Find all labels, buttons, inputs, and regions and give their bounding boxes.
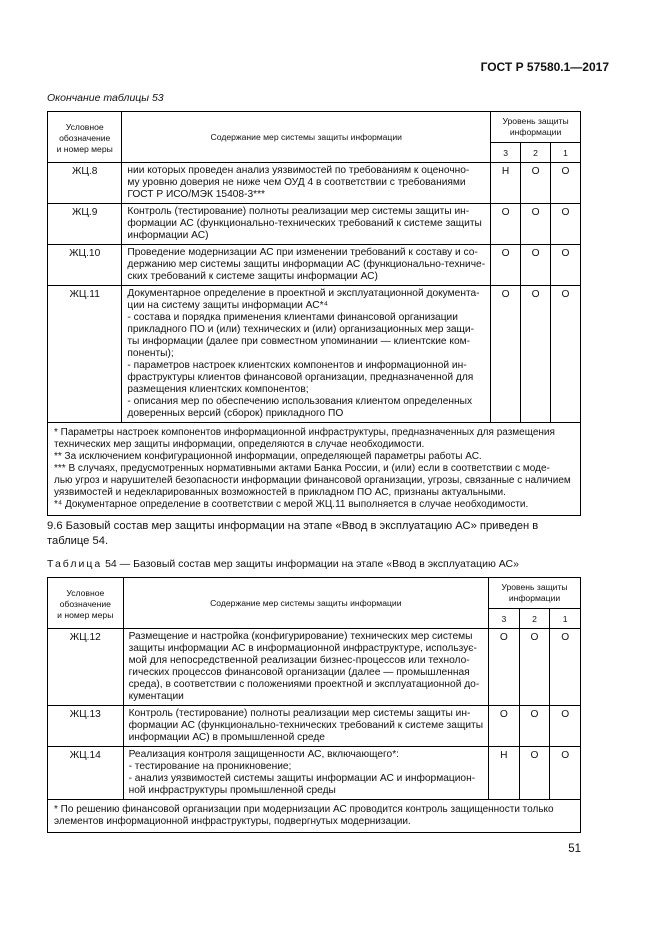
level-2-value: О (521, 204, 551, 245)
measure-code: ЖЦ.11 (48, 286, 122, 423)
document-header: ГОСТ Р 57580.1—2017 (480, 60, 609, 74)
measure-content: Реализация контроля защищенности АС, включающего*: - тестирование на проникновение; - анализ уязвимостей системы защиты информации АС и информацион- ной инфраструктуры промышленной среды (123, 747, 488, 800)
level-2-header: 2 (521, 143, 551, 163)
measure-code: ЖЦ.10 (48, 245, 122, 286)
col-code-header: Условное обозначение и номер меры (48, 578, 124, 629)
level-1-header: 1 (551, 143, 581, 163)
table-54 (47, 577, 581, 833)
level-1-value: О (551, 163, 581, 204)
level-3-value: О (491, 204, 521, 245)
level-3-value: О (491, 286, 521, 423)
level-3-header: 3 (491, 143, 521, 163)
level-1-header: 1 (550, 609, 581, 629)
table-notes: * Параметры настроек компонентов информационной инфраструктуры, предназначенных для размещения технических мер защиты информации, определяются в случае необходимости. ** За исключением конфигурационной информации, определяющей параметры работы АС. *** В случаях, предусмотренных нормативными актами Банка России, и (или) если в соответствии с моде- лью угроз и нарушителей безопасности информации финансовой организации, угрозы, связанные с наличием уязвимостей и недекларированных возможностей в прикладном ПО АС, признаны актуальными. *⁴ Документарное определение в соответствии с мерой ЖЦ.11 выполняется в случае необходимости. (48, 423, 581, 516)
col-code-header: Условное обозначение и номер меры (48, 112, 122, 163)
measure-code: ЖЦ.12 (48, 629, 124, 706)
level-1-value: О (550, 706, 581, 747)
level-1-value: О (551, 286, 581, 423)
measure-content: Контроль (тестирование) полноты реализации мер системы защиты ин- формации АС (функционально-технических требований к системе защиты информации АС) в промышленной среде (123, 706, 488, 747)
table-row (48, 245, 581, 286)
table-row (48, 629, 581, 706)
table-notes: * По решению финансовой организации при модернизации АС проводится контроль защищенности только элементов информационной инфраструктуры, подвергнутых модернизации. (48, 800, 581, 833)
table53-caption: Окончание таблицы 53 (47, 92, 164, 104)
level-3-value: О (489, 629, 520, 706)
table-row (48, 286, 581, 423)
level-2-value: О (521, 163, 551, 204)
table54-caption: Таблица 54 — Базовый состав мер защиты информации на этапе «Ввод в эксплуатацию АС» (47, 558, 519, 570)
table-row (48, 747, 581, 800)
table-row (48, 204, 581, 245)
level-2-value: О (519, 706, 550, 747)
col-content-header: Содержание мер системы защиты информации (122, 112, 491, 163)
measure-content: Контроль (тестирование) полноты реализации мер системы защиты ин- формации АС (функционально-технических требований к системе защиты информации АС) (122, 204, 491, 245)
level-2-value: О (521, 286, 551, 423)
measure-code: ЖЦ.14 (48, 747, 124, 800)
level-3-value: Н (489, 747, 520, 800)
level-2-value: О (519, 629, 550, 706)
measure-content: Проведение модернизации АС при изменении требований к составу и со- держанию мер системы защиты информации АС (функционально-техниче- ских требований к системе защиты информации АС) (122, 245, 491, 286)
level-1-value: О (551, 245, 581, 286)
level-1-value: О (551, 204, 581, 245)
level-3-value: Н (491, 163, 521, 204)
table-notes-row (48, 423, 581, 516)
page-number: 51 (568, 843, 581, 855)
level-3-value: О (489, 706, 520, 747)
level-2-value: О (519, 747, 550, 800)
col-levels-header: Уровень защиты информации (491, 112, 581, 143)
table-notes-row (48, 800, 581, 833)
measure-content: нии которых проведен анализ уязвимостей по требованиям к оценочно- му уровню доверия не ниже чем ОУД 4 в соответствии с требованиями ГОСТ Р ИСО/МЭК 15408-3*** (122, 163, 491, 204)
col-levels-header: Уровень защиты информации (489, 578, 581, 609)
table-53 (47, 111, 581, 516)
measure-content: Размещение и настройка (конфигурирование) технических мер системы защиты информации АС в информационной инфраструктуре, использує- мой для непосредственной реализации бизнес-процессов или техноло- гических процессов финансовой организации (далее — промышленная среда), в соответствии с положениями проектной и эксплуатационной до- кументации (123, 629, 488, 706)
level-2-value: О (521, 245, 551, 286)
measure-code: ЖЦ.8 (48, 163, 122, 204)
measure-code: ЖЦ.13 (48, 706, 124, 747)
level-2-header: 2 (519, 609, 550, 629)
table-row (48, 163, 581, 204)
measure-code: ЖЦ.9 (48, 204, 122, 245)
section-paragraph: 9.6 Базовый состав мер защиты информации на этапе «Ввод в эксплуатацию АС» приведен в таблице 54. (47, 520, 539, 547)
level-3-header: 3 (489, 609, 520, 629)
level-3-value: О (491, 245, 521, 286)
col-content-header: Содержание мер системы защиты информации (123, 578, 488, 629)
measure-content: Документарное определение в проектной и эксплуатационной документа- ции на систему защиты информации АС*⁴ - состава и порядка применения клиентами финансовой организации прикладного ПО и (или) технических и (или) организационных мер защи- ты информации (далее при совместном упоминании — клиентские ком- поненты); - параметров настроек клиентских компонентов и информационной ин- фраструктуры клиентов финансовой организации, предназначенной для размещения клиентских компонентов; - описания мер по обеспечению использования клиентом определенных доверенных версий (сборок) прикладного ПО (122, 286, 491, 423)
level-1-value: О (550, 629, 581, 706)
level-1-value: О (550, 747, 581, 800)
table-row (48, 706, 581, 747)
